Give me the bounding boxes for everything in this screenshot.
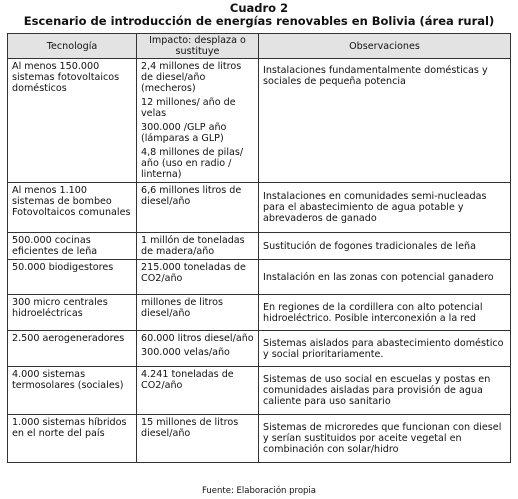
table-row	[8, 331, 511, 367]
cell-tecnologia: 500.000 cocinas eficientes de leña	[8, 233, 137, 260]
impacto-item: 12 millones/ año de velas	[141, 97, 236, 119]
cell-tecnologia: 2.500 aerogeneradores	[8, 331, 137, 367]
cell-tecnologia: Al menos 150.000 sistemas fotovoltaicos domésticos	[8, 59, 137, 183]
source-note: Fuente: Elaboración propia	[202, 486, 316, 496]
table-row	[8, 415, 511, 463]
table-row	[8, 367, 511, 415]
impacto-item: 6,6 millones litros de diesel/año	[141, 185, 242, 207]
table-row	[8, 59, 511, 183]
cell-observaciones: Sistemas de uso social en escuelas y postas en comunidades aisladas para provisión de agua caliente para uso sanitario	[259, 367, 511, 415]
cell-impacto	[137, 59, 259, 183]
impacto-item: 215.000 toneladas de CO2/año	[141, 262, 246, 284]
cell-impacto	[137, 295, 259, 331]
impacto-item: 2,4 millones de litros de diesel/año (mecheros)	[141, 61, 242, 94]
header-tecnologia: Tecnología	[8, 34, 137, 59]
cell-observaciones: Sustitución de fogones tradicionales de leña	[259, 233, 511, 260]
cell-impacto	[137, 367, 259, 415]
header-impacto: Impacto: desplaza o sustituye	[137, 34, 259, 59]
table-row	[8, 295, 511, 331]
impacto-item: 4,8 millones de pilas/ año (uso en radio / linterna)	[141, 147, 244, 180]
cell-observaciones: Sistemas aislados para abastecimiento doméstico y social prioritariamente.	[259, 331, 511, 367]
cell-tecnologia: Al menos 1.100 sistemas de bombeo Fotovoltaicos comunales	[8, 183, 137, 233]
impacto-item: millones de litros diesel/año	[141, 297, 223, 319]
cell-tecnologia: 50.000 biodigestores	[8, 260, 137, 295]
impacto-item: 300.000 /GLP año (lámparas a GLP)	[141, 122, 227, 144]
renewables-table	[7, 33, 511, 463]
impacto-item: 60.000 litros diesel/año	[141, 333, 254, 344]
cell-impacto	[137, 183, 259, 233]
cell-observaciones: Sistemas de microredes que funcionan con diesel y serían sustituidos por aceite vegetal en combinación con solar/hidro	[259, 415, 511, 463]
impacto-item: 4.241 toneladas de CO2/año	[141, 369, 234, 391]
cell-impacto	[137, 331, 259, 367]
table-caption	[0, 2, 518, 28]
header-observaciones: Observaciones	[259, 34, 511, 59]
table-row	[8, 183, 511, 233]
impacto-item: 1 millón de toneladas de madera/año	[141, 235, 245, 257]
cell-observaciones: En regiones de la cordillera con alto potencial hidroeléctrico. Posible interconexión a la red	[259, 295, 511, 331]
impacto-item: 300.000 velas/año	[141, 347, 230, 358]
header-row	[8, 34, 511, 59]
caption-title: Escenario de introducción de energías renovables en Bolivia (área rural)	[23, 14, 495, 28]
table-row	[8, 233, 511, 260]
cell-impacto	[137, 233, 259, 260]
caption-number: Cuadro 2	[229, 1, 289, 15]
cell-tecnologia: 1.000 sistemas híbridos en el norte del país	[8, 415, 137, 463]
cell-observaciones: Instalación en las zonas con potencial ganadero	[259, 260, 511, 295]
cell-observaciones: Instalaciones en comunidades semi-nucleadas para el abastecimiento de agua potable y abrevaderos de ganado	[259, 183, 511, 233]
table-row	[8, 260, 511, 295]
cell-impacto	[137, 415, 259, 463]
cell-observaciones: Instalaciones fundamentalmente domésticas y sociales de pequeña potencia	[259, 59, 511, 183]
cell-tecnologia: 300 micro centrales hidroeléctricas	[8, 295, 137, 331]
impacto-item: 15 millones de litros diesel/año	[141, 417, 239, 439]
cell-tecnologia: 4.000 sistemas termosolares (sociales)	[8, 367, 137, 415]
cell-impacto	[137, 260, 259, 295]
